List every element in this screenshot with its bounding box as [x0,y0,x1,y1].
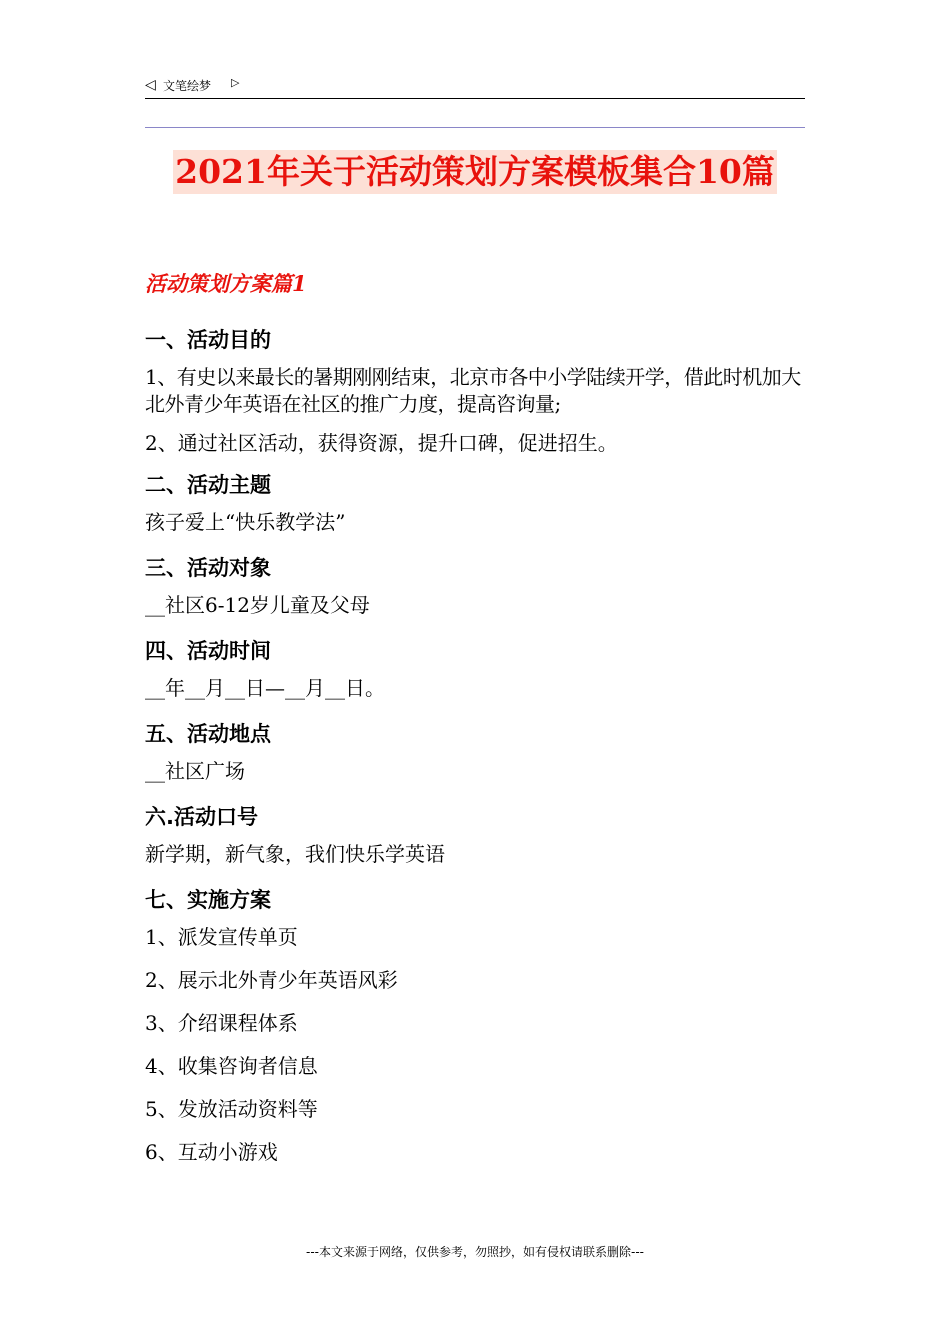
paragraph: __年__月__日—__月__日。 [145,676,385,700]
list-item: 3、介绍课程体系 [145,1011,298,1035]
section-heading: 一、活动目的 [145,328,271,352]
header-divider [145,127,805,128]
document-body [145,324,815,1166]
section-heading: 七、实施方案 [145,888,271,912]
section-heading: 四、活动时间 [145,639,271,663]
section-heading: 二、活动主题 [145,473,271,497]
section-subtitle: 活动策划方案篇1 [145,271,307,296]
list-item: 4、收集咨询者信息 [145,1054,318,1078]
paragraph: 孩子爱上“快乐教学法” [145,510,346,534]
left-triangle-icon: ◁ [145,77,156,93]
paragraph: 2、通过社区活动，获得资源，提升口碑，促进招生。 [145,431,618,455]
list-item: 1、派发宣传单页 [145,925,298,949]
section-heading: 六.活动口号 [145,805,258,829]
paragraph: 1、有史以来最长的暑期刚刚结束，北京市各中小学陆续开学，借此时机加大北外青少年英语在社区的推广力度，提高咨询量; [145,365,801,416]
list-item: 6、互动小游戏 [145,1140,278,1164]
list-item: 5、发放活动资料等 [145,1097,318,1121]
page-footer: ---本文来源于网络，仅供参考，勿照抄，如有侵权请联系删除--- [306,1245,644,1259]
right-triangle-icon: ▷ [231,76,240,89]
paragraph: __社区6-12岁儿童及父母 [145,593,370,617]
section-heading: 三、活动对象 [145,556,271,580]
brand-name: 文笔绘梦 [163,79,212,93]
list-item: 2、展示北外青少年英语风彩 [145,968,398,992]
document-title: 2021年关于活动策划方案模板集合10篇 [173,150,777,194]
document-title-wrap [0,150,950,194]
paragraph: __社区广场 [145,759,245,783]
paragraph: 新学期，新气象，我们快乐学英语 [145,842,445,866]
section-heading: 五、活动地点 [145,722,271,746]
page-header [145,74,805,99]
